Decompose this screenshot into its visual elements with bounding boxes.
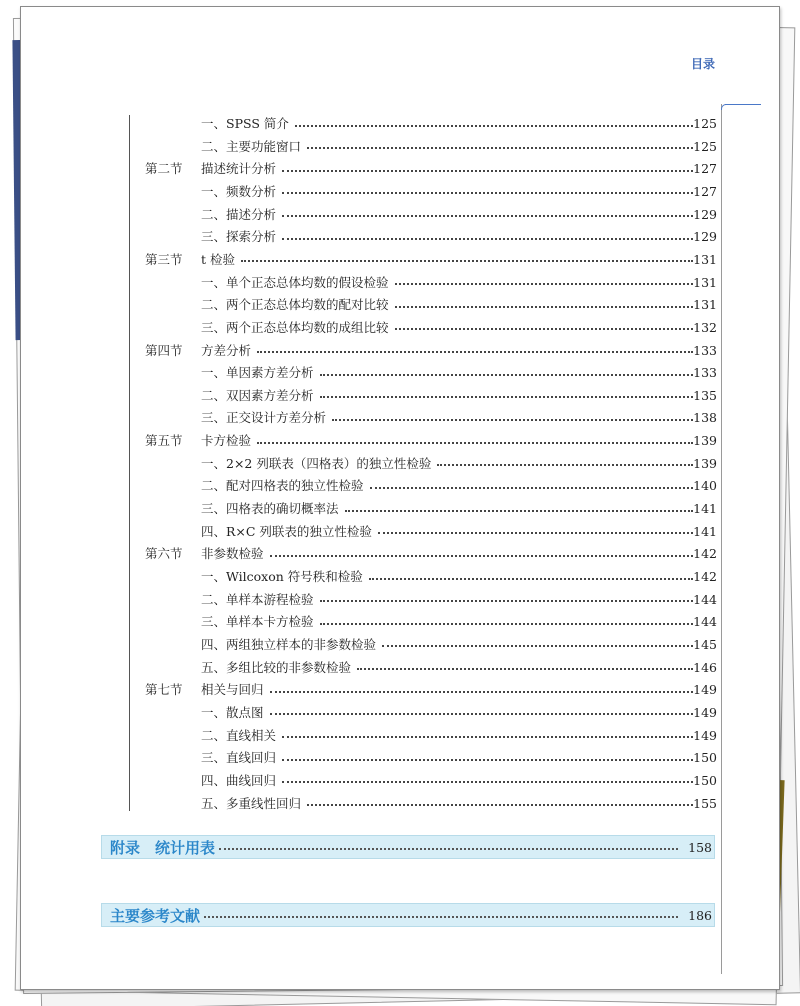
toc-entry-page: 125 bbox=[693, 138, 717, 154]
dot-leader bbox=[395, 328, 693, 330]
toc-entry-page: 149 bbox=[693, 727, 717, 743]
appendix-entry[interactable] bbox=[101, 835, 715, 859]
toc-entry bbox=[201, 589, 693, 611]
toc-entry bbox=[201, 136, 693, 158]
dot-leader bbox=[204, 916, 678, 918]
toc-entry bbox=[201, 725, 693, 747]
dot-leader bbox=[282, 759, 693, 761]
toc-entry bbox=[201, 543, 693, 565]
toc-item-row[interactable] bbox=[21, 634, 781, 656]
toc-entry-title: 一、SPSS 简介 bbox=[201, 113, 295, 135]
toc-item-row[interactable] bbox=[21, 657, 781, 679]
toc-entry-page: 132 bbox=[693, 319, 717, 335]
toc-entry bbox=[201, 747, 693, 769]
toc-entry-page: 125 bbox=[693, 116, 717, 131]
dot-leader bbox=[295, 125, 693, 127]
dot-leader bbox=[320, 374, 693, 376]
toc-entry bbox=[201, 113, 693, 135]
running-header: 目录 bbox=[691, 57, 716, 71]
dot-leader bbox=[282, 238, 693, 240]
toc-item-row[interactable] bbox=[21, 566, 781, 588]
toc-entry-title: 三、直线回归 bbox=[201, 747, 282, 769]
section-number: 第六节 bbox=[145, 546, 183, 562]
dot-leader bbox=[282, 215, 693, 217]
dot-leader bbox=[270, 555, 693, 557]
toc-entry bbox=[201, 566, 693, 588]
toc-entry bbox=[201, 611, 693, 633]
toc-entry bbox=[201, 181, 693, 203]
toc-entry-title: 三、两个正态总体均数的成组比较 bbox=[201, 317, 395, 339]
appendix-page: 158 bbox=[688, 839, 712, 855]
dot-leader bbox=[332, 419, 693, 421]
toc-entry-title: 三、四格表的确切概率法 bbox=[201, 498, 345, 520]
toc-entry bbox=[201, 702, 693, 724]
toc-entry-title: 四、R×C 列联表的独立性检验 bbox=[201, 521, 378, 543]
toc-entry-page: 138 bbox=[693, 410, 717, 426]
references-page: 186 bbox=[688, 907, 712, 923]
toc-item-row[interactable] bbox=[21, 204, 781, 226]
toc-item-row[interactable] bbox=[21, 770, 781, 792]
toc-section-row[interactable] bbox=[21, 679, 781, 701]
section-number: 第二节 bbox=[145, 161, 183, 177]
dot-leader bbox=[270, 713, 693, 715]
toc-entry-title: 二、描述分析 bbox=[201, 204, 282, 226]
dot-leader bbox=[282, 192, 693, 194]
dot-leader bbox=[320, 600, 693, 602]
toc-entry-title: 非参数检验 bbox=[201, 543, 270, 565]
toc-entry-page: 139 bbox=[693, 433, 717, 449]
toc-entry-title: 四、两组独立样本的非参数检验 bbox=[201, 634, 382, 656]
toc-entry bbox=[201, 340, 693, 362]
toc-entry-page: 127 bbox=[693, 161, 717, 177]
toc-entry bbox=[201, 475, 693, 497]
toc-item-row[interactable] bbox=[21, 747, 781, 769]
dot-leader bbox=[320, 623, 693, 625]
dot-leader bbox=[282, 736, 693, 738]
toc-entry bbox=[201, 521, 693, 543]
toc-entry-title: 三、正交设计方差分析 bbox=[201, 407, 332, 429]
toc-item-row[interactable] bbox=[21, 407, 781, 429]
toc-entry-page: 141 bbox=[693, 523, 717, 539]
toc-entry bbox=[201, 385, 693, 407]
toc-section-row[interactable] bbox=[21, 158, 781, 180]
toc-section-row[interactable] bbox=[21, 430, 781, 452]
toc-entry-page: 131 bbox=[693, 297, 717, 313]
toc-entry-page: 129 bbox=[693, 229, 717, 245]
toc-entry-page: 133 bbox=[693, 342, 717, 358]
toc-entry bbox=[201, 453, 693, 475]
references-title: 主要参考文献 bbox=[110, 906, 201, 925]
toc-entry-page: 142 bbox=[693, 569, 717, 584]
dot-leader bbox=[370, 487, 693, 489]
dot-leader bbox=[357, 668, 693, 670]
section-number: 第七节 bbox=[145, 682, 183, 698]
toc-item-row[interactable] bbox=[21, 498, 781, 520]
toc-entry bbox=[201, 204, 693, 226]
dot-leader bbox=[219, 848, 678, 850]
toc-entry-page: 144 bbox=[693, 591, 717, 607]
toc-entry bbox=[201, 407, 693, 429]
references-entry[interactable] bbox=[101, 903, 715, 927]
toc-entry-title: 一、Wilcoxon 符号秩和检验 bbox=[201, 566, 369, 588]
dot-leader bbox=[307, 147, 693, 149]
toc-entry-title: 四、曲线回归 bbox=[201, 770, 282, 792]
toc-entry-page: 139 bbox=[693, 455, 717, 471]
toc-entry bbox=[201, 657, 693, 679]
toc-entry-title: 描述统计分析 bbox=[201, 158, 282, 180]
toc-entry-page: 142 bbox=[693, 546, 717, 562]
toc-entry-title: 二、双因素方差分析 bbox=[201, 385, 320, 407]
dot-leader bbox=[437, 464, 693, 466]
toc-entry-title: 二、单样本游程检验 bbox=[201, 589, 320, 611]
toc-entry-title: 一、2×2 列联表（四格表）的独立性检验 bbox=[201, 453, 437, 475]
toc-entry-page: 133 bbox=[693, 365, 717, 381]
toc-entry bbox=[201, 158, 693, 180]
toc-item-row[interactable] bbox=[21, 702, 781, 724]
toc-item-row[interactable] bbox=[21, 725, 781, 747]
toc-item-row[interactable] bbox=[21, 294, 781, 316]
toc-entry-title: 相关与回归 bbox=[201, 679, 270, 701]
dot-leader bbox=[282, 781, 693, 783]
dot-leader bbox=[345, 510, 693, 512]
toc-item-row[interactable] bbox=[21, 521, 781, 543]
corner-rule bbox=[725, 104, 761, 105]
dot-leader bbox=[395, 283, 693, 285]
toc-entry bbox=[201, 793, 693, 815]
toc-entry-page: 135 bbox=[693, 387, 717, 403]
section-number: 第三节 bbox=[145, 251, 183, 267]
dot-leader bbox=[307, 804, 693, 806]
toc-entry bbox=[201, 679, 693, 701]
toc-entry-title: 卡方检验 bbox=[201, 430, 257, 452]
toc-entry-page: 144 bbox=[693, 614, 717, 630]
toc-entry-page: 145 bbox=[693, 636, 717, 652]
toc-entry-title: 一、散点图 bbox=[201, 702, 270, 724]
toc-item-row[interactable] bbox=[21, 317, 781, 339]
toc-entry-title: 二、直线相关 bbox=[201, 725, 282, 747]
toc-item-row[interactable] bbox=[21, 226, 781, 248]
toc-entry-page: 141 bbox=[693, 501, 717, 517]
toc-entry bbox=[201, 634, 693, 656]
toc-entry-title: 二、配对四格表的独立性检验 bbox=[201, 475, 370, 497]
toc-item-row[interactable] bbox=[21, 136, 781, 158]
toc-entry-page: 150 bbox=[693, 750, 717, 766]
dot-leader bbox=[241, 260, 693, 262]
toc-entry bbox=[201, 362, 693, 384]
toc-entry-title: 二、两个正态总体均数的配对比较 bbox=[201, 294, 395, 316]
toc-entry-title: 一、单因素方差分析 bbox=[201, 362, 320, 384]
dot-leader bbox=[257, 442, 693, 444]
dot-leader bbox=[282, 170, 693, 172]
dot-leader bbox=[378, 532, 693, 534]
toc-item-row[interactable] bbox=[21, 589, 781, 611]
toc-entry-page: 127 bbox=[693, 183, 717, 199]
dot-leader bbox=[270, 691, 693, 693]
dot-leader bbox=[382, 645, 693, 647]
toc-entry-page: 149 bbox=[693, 682, 717, 698]
toc-item-row[interactable] bbox=[21, 475, 781, 497]
toc-entry-page: 140 bbox=[693, 478, 717, 494]
toc-entry bbox=[201, 272, 693, 294]
dot-leader bbox=[395, 306, 693, 308]
section-number: 第五节 bbox=[145, 433, 183, 449]
toc-item-row[interactable] bbox=[21, 611, 781, 633]
toc-entry-title: 五、多重线性回归 bbox=[201, 793, 307, 815]
toc-item-row[interactable] bbox=[21, 181, 781, 203]
toc-item-row[interactable] bbox=[21, 362, 781, 384]
toc-item-row[interactable] bbox=[21, 272, 781, 294]
toc-entry-page: 131 bbox=[693, 251, 717, 267]
toc-entry-title: 三、探索分析 bbox=[201, 226, 282, 248]
toc-entry bbox=[201, 317, 693, 339]
toc-item-row[interactable] bbox=[21, 453, 781, 475]
toc-entry-title: t 检验 bbox=[201, 249, 241, 271]
toc-item-row[interactable] bbox=[21, 113, 781, 135]
toc-entry-title: 一、单个正态总体均数的假设检验 bbox=[201, 272, 395, 294]
toc-item-row[interactable] bbox=[21, 793, 781, 815]
toc-entry-page: 146 bbox=[693, 659, 717, 675]
toc-entry bbox=[201, 294, 693, 316]
toc-item-row[interactable] bbox=[21, 385, 781, 407]
dot-leader bbox=[320, 396, 693, 398]
toc-entry-title: 五、多组比较的非参数检验 bbox=[201, 657, 357, 679]
toc-entry-page: 150 bbox=[693, 772, 717, 788]
toc-entry-page: 131 bbox=[693, 274, 717, 290]
appendix-title: 附录 统计用表 bbox=[110, 838, 216, 857]
toc-entry-title: 二、主要功能窗口 bbox=[201, 136, 307, 158]
corner-curve bbox=[721, 104, 727, 110]
toc-section-row[interactable] bbox=[21, 340, 781, 362]
toc-page bbox=[20, 6, 780, 990]
toc-section-row[interactable] bbox=[21, 249, 781, 271]
toc-entry bbox=[201, 498, 693, 520]
toc-entry-title: 方差分析 bbox=[201, 340, 257, 362]
toc-entry-title: 一、频数分析 bbox=[201, 181, 282, 203]
dot-leader bbox=[257, 351, 693, 353]
toc-entry bbox=[201, 430, 693, 452]
toc-entry bbox=[201, 770, 693, 792]
toc-entry bbox=[201, 249, 693, 271]
toc-entry-page: 129 bbox=[693, 206, 717, 222]
toc-entry-page: 149 bbox=[693, 704, 717, 720]
dot-leader bbox=[369, 578, 693, 580]
toc-entry-page: 155 bbox=[693, 795, 717, 811]
toc-entry bbox=[201, 226, 693, 248]
toc-entry-title: 三、单样本卡方检验 bbox=[201, 611, 320, 633]
section-number: 第四节 bbox=[145, 342, 183, 358]
toc-section-row[interactable] bbox=[21, 543, 781, 565]
